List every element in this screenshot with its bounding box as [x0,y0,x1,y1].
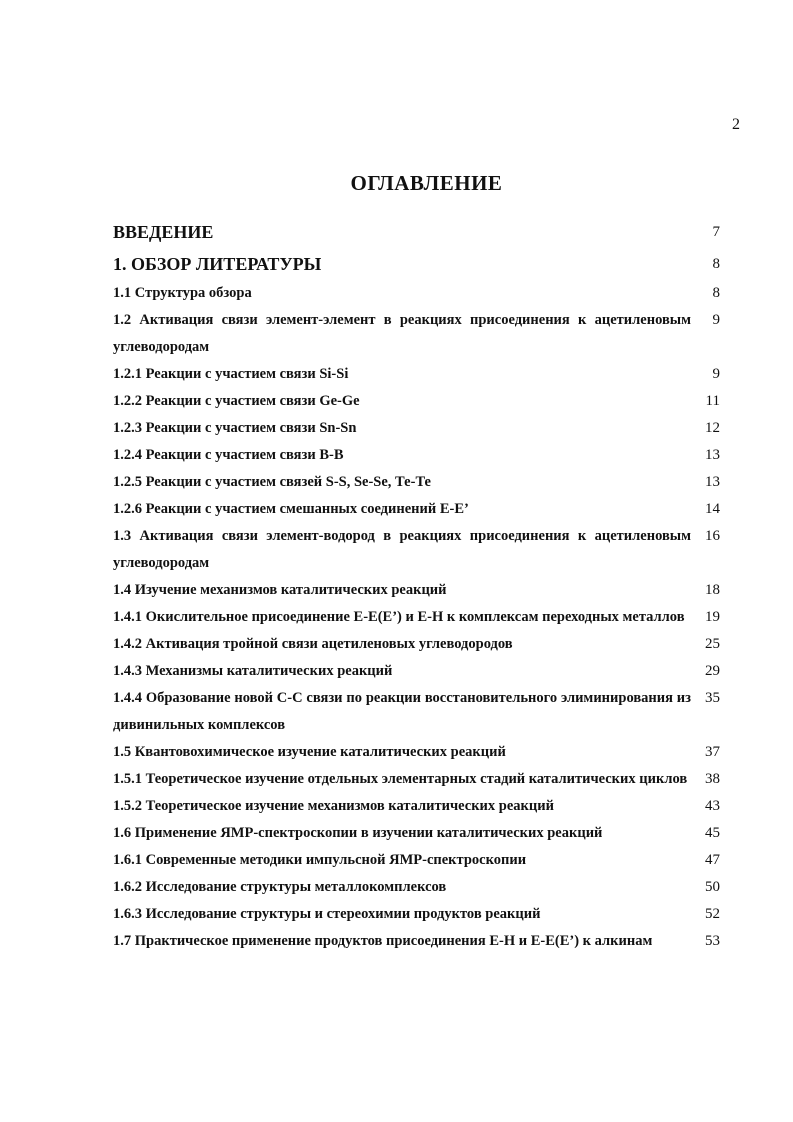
toc-entry [113,766,720,793]
toc-entry-page: 37 [705,744,720,760]
page-title: ОГЛАВЛЕНИЕ [350,171,503,195]
toc-entry-text: 1.2.4 Реакции с участием связи В-В [113,447,344,463]
toc-entry-text: 1.2 Активация связи элемент-элемент в реакциях присоединения к ацетиленовым углеводородам [113,312,691,355]
toc-entry [113,847,720,874]
toc-entry-text: 1.6.2 Исследование структуры металлокомплексов [113,879,447,895]
toc-entry-page: 8 [712,256,720,272]
toc-entry [113,604,720,631]
toc-entry-page: 19 [705,609,720,625]
toc-entry-text: 1.4.4 Образование новой С-С связи по реакции восстановительного элиминирования из дивинильных комплексов [113,690,691,733]
toc-entry-text: 1.5 Квантовохимическое изучение каталитических реакций [113,744,506,760]
toc-entry [113,577,720,604]
toc-entry-page: 13 [705,447,720,463]
toc-entry-text: 1.6 Применение ЯМР-спектроскопии в изучении каталитических реакций [113,825,603,841]
toc-entry-page: 8 [712,285,720,301]
toc-entry-page: 13 [705,474,720,490]
toc-entry [113,496,720,523]
toc-entry-page: 11 [705,393,720,409]
toc-entry-text: 1.7 Практическое применение продуктов присоединения Е-Н и Е-Е(Е’) к алкинам [113,933,653,949]
toc-entry-page: 9 [712,312,720,328]
toc-entry-introduction [113,216,720,248]
toc-entry-text: 1. ОБЗОР ЛИТЕРАТУРЫ [113,254,322,274]
toc-entry-text: 1.2.3 Реакции с участием связи Sn-Sn [113,420,357,436]
toc-entry-page: 52 [705,906,720,922]
toc-entry-page: 12 [705,420,720,436]
toc-entry [113,658,720,685]
toc-entry [113,793,720,820]
toc-entry [113,874,720,901]
toc-entry-text: 1.4 Изучение механизмов каталитических реакций [113,582,447,598]
toc-entry-text: 1.4.2 Активация тройной связи ацетиленовых углеводородов [113,636,513,652]
toc-entry-text: 1.6.1 Современные методики импульсной ЯМР-спектроскопии [113,852,527,868]
toc-entry-text: 1.2.1 Реакции с участием связи Si-Si [113,366,349,382]
toc-entry-page: 14 [705,501,720,517]
page-number: 2 [732,116,740,133]
toc-entry [113,901,720,928]
toc-entry-page: 45 [705,825,720,841]
toc-entry [113,739,720,766]
toc-entry-text: 1.4.1 Окислительное присоединение Е-Е(Е’) и Е-Н к комплексам переходных металлов [113,609,685,625]
toc-entry-literature-review [113,248,720,280]
toc-entry-text: 1.6.3 Исследование структуры и стереохимии продуктов реакций [113,906,541,922]
toc-entry-page: 38 [705,771,720,787]
toc-entry [113,928,720,955]
toc-entry-page: 53 [705,933,720,949]
toc-entry [113,442,720,469]
toc-entry-page: 29 [705,663,720,679]
toc-entry [113,685,720,739]
toc-entry-text: ВВЕДЕНИЕ [113,222,214,242]
toc-entry-text: 1.5.2 Теоретическое изучение механизмов каталитических реакций [113,798,554,814]
toc-entry-text: 1.5.1 Теоретическое изучение отдельных элементарных стадий каталитических циклов [113,771,688,787]
toc-entry-page: 18 [705,582,720,598]
toc-entry-text: 1.2.6 Реакции с участием смешанных соединений Е-Е’ [113,501,469,517]
toc-entry [113,820,720,847]
toc-entry-page: 47 [705,852,720,868]
toc-entry-page: 35 [705,690,720,706]
toc-entry-text: 1.3 Активация связи элемент-водород в реакциях присоединения к ацетиленовым углеводородам [113,528,691,571]
toc-entry-text: 1.1 Структура обзора [113,285,252,301]
toc-entry [113,469,720,496]
toc-entry [113,388,720,415]
table-of-contents [113,216,720,955]
toc-entry-text: 1.2.5 Реакции с участием связей S-S, Se-Se, Те-Те [113,474,431,490]
toc-entry [113,280,720,307]
toc-entry [113,415,720,442]
toc-entry-page: 50 [705,879,720,895]
toc-entry-page: 43 [705,798,720,814]
toc-entry-page: 25 [705,636,720,652]
toc-entry [113,523,720,577]
toc-entry-page: 16 [705,528,720,544]
toc-entry-text: 1.4.3 Механизмы каталитических реакций [113,663,393,679]
toc-entry-page: 7 [712,224,720,240]
toc-entry [113,361,720,388]
toc-entry [113,631,720,658]
toc-entry-page: 9 [712,366,720,382]
toc-entry-text: 1.2.2 Реакции с участием связи Ge-Ge [113,393,360,409]
toc-entry [113,307,720,361]
